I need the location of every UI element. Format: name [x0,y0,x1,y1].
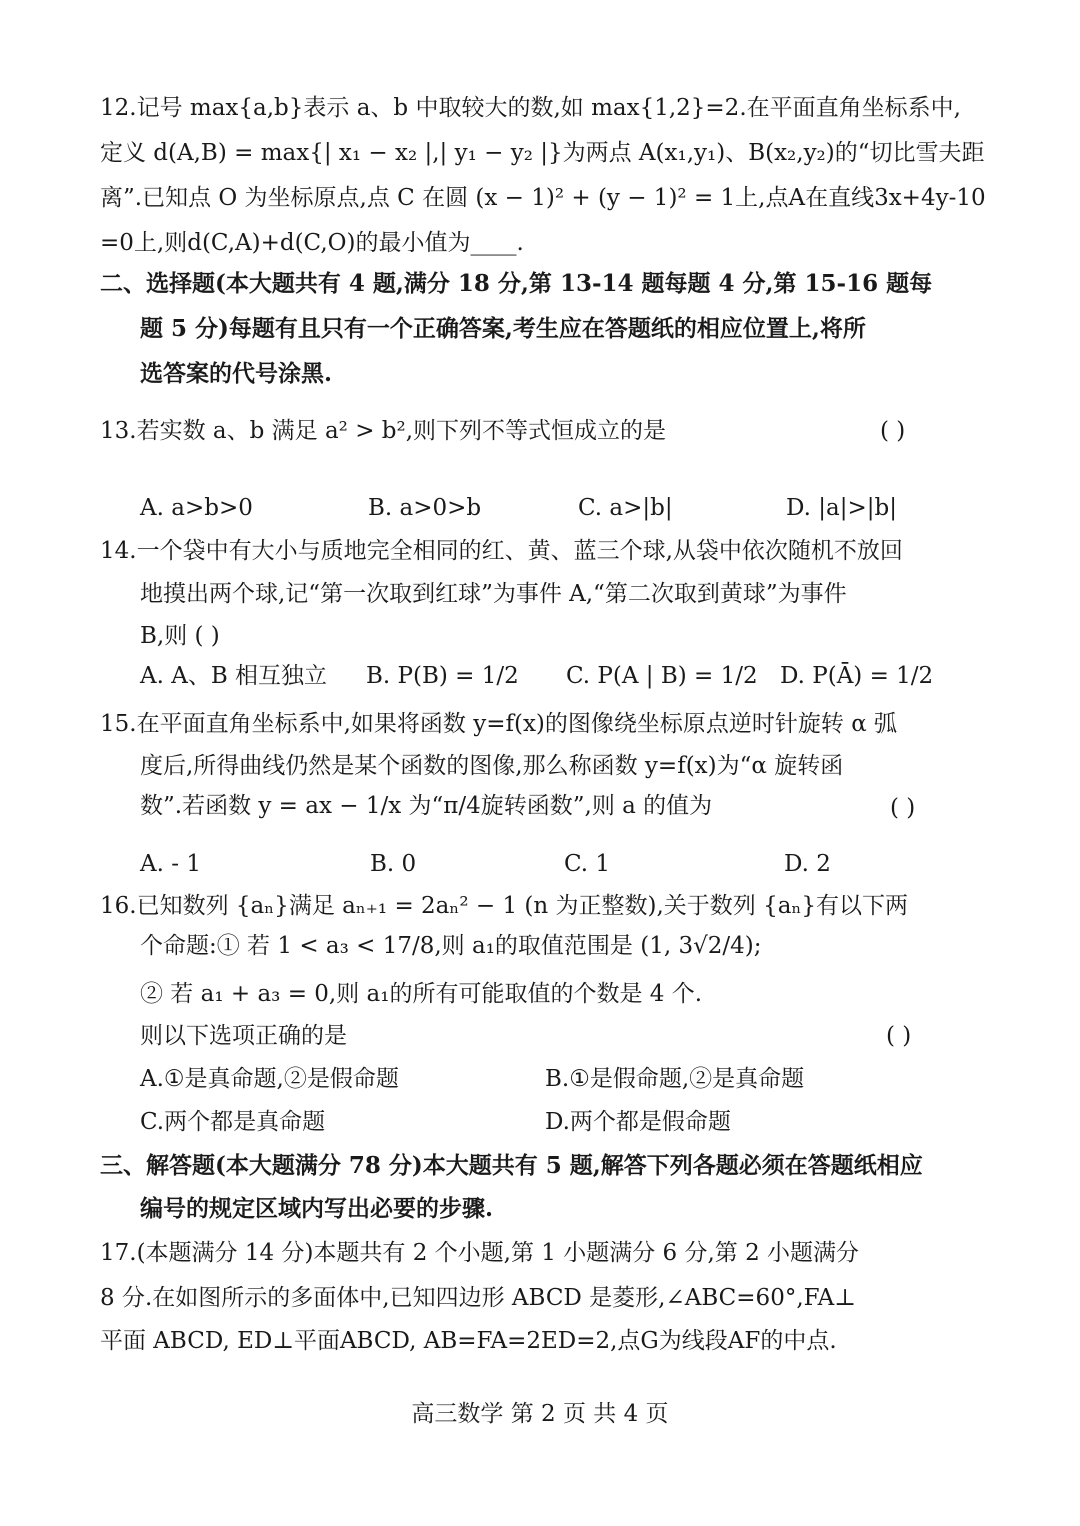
q14-line-3: B,则 ( ) [140,623,220,649]
section3-heading-line-2: 编号的规定区域内写出必要的步骤. [140,1195,494,1222]
q13-answer-paren: ( ) [880,418,906,444]
q16-option-b: B.①是假命题,②是真命题 [545,1066,805,1092]
q17-line-1: 17.(本题满分 14 分)本题共有 2 个小题,第 1 小题满分 6 分,第 2 小题满分 [100,1240,860,1266]
section2-heading-line-3: 选答案的代号涂黑. [140,360,333,387]
q16-answer-paren: ( ) [886,1023,912,1049]
q15-line-2: 度后,所得曲线仍然是某个函数的图像,那么称函数 y=f(x)为“α 旋转函 [140,753,844,779]
page-footer: 高三数学 第 2 页 共 4 页 [411,1401,669,1427]
q13-stem: 13.若实数 a、b 满足 a² > b²,则下列不等式恒成立的是 [100,418,667,444]
q17-line-3: 平面 ABCD, ED⊥平面ABCD, AB=FA=2ED=2,点G为线段AF的中点. [100,1328,837,1354]
q16-line-4: 则以下选项正确的是 [140,1023,347,1049]
q16-option-d: D.两个都是假命题 [545,1109,731,1135]
q13-option-b: B. a>0>b [368,495,482,521]
q12-line-4: =0上,则d(C,A)+d(C,O)的最小值为____. [100,230,524,256]
q13-option-a: A. a>b>0 [140,495,253,521]
q15-answer-paren: ( ) [890,795,916,821]
q15-option-a: A. - 1 [140,851,201,877]
q12-line-3: 离”.已知点 O 为坐标原点,点 C 在圆 (x − 1)² + (y − 1)² = 1上,点A在直线3x+4y-10 [100,185,986,211]
q16-line-2: 个命题:① 若 1 < a₃ < 17/8,则 a₁的取值范围是 (1, 3√2/4); [140,933,762,959]
q15-line-3: 数”.若函数 y = ax − 1/x 为“π/4旋转函数”,则 a 的值为 [140,793,713,819]
q14-option-c: C. P(A | B) = 1/2 [566,663,758,689]
q16-line-1: 16.已知数列 {aₙ}满足 aₙ₊₁ = 2aₙ² − 1 (n 为正整数),关于数列 {aₙ}有以下两 [100,893,909,919]
q15-option-b: B. 0 [370,851,417,877]
q14-line-1: 14.一个袋中有大小与质地完全相同的红、黄、蓝三个球,从袋中依次随机不放回 [100,538,903,564]
q13-option-d: D. |a|>|b| [786,495,897,521]
q14-option-b: B. P(B) = 1/2 [366,663,519,689]
section2-heading-line-1: 二、选择题(本大题共有 4 题,满分 18 分,第 13-14 题每题 4 分,第 15-16 题每 [100,270,933,297]
q12-line-2: 定义 d(A,B) = max{| x₁ − x₂ |,| y₁ − y₂ |}为两点 A(x₁,y₁)、B(x₂,y₂)的“切比雪夫距 [100,140,985,166]
q17-line-2: 8 分.在如图所示的多面体中,已知四边形 ABCD 是菱形,∠ABC=60°,FA⊥ [100,1285,856,1311]
q16-option-c: C.两个都是真命题 [140,1109,326,1135]
q14-option-d: D. P(Ā) = 1/2 [780,663,934,689]
q15-option-d: D. 2 [784,851,831,877]
q15-option-c: C. 1 [564,851,611,877]
q12-line-1: 12.记号 max{a,b}表示 a、b 中取较大的数,如 max{1,2}=2.在平面直角坐标系中, [100,95,961,121]
q16-option-a: A.①是真命题,②是假命题 [140,1066,399,1092]
q16-line-3: ② 若 a₁ + a₃ = 0,则 a₁的所有可能取值的个数是 4 个. [140,981,703,1007]
q13-option-c: C. a>|b| [578,495,673,521]
section3-heading-line-1: 三、解答题(本大题满分 78 分)本大题共有 5 题,解答下列各题必须在答题纸相应 [100,1152,923,1179]
section2-heading-line-2: 题 5 分)每题有且只有一个正确答案,考生应在答题纸的相应位置上,将所 [140,315,866,342]
q15-line-1: 15.在平面直角坐标系中,如果将函数 y=f(x)的图像绕坐标原点逆时针旋转 α 弧 [100,711,898,737]
q14-line-2: 地摸出两个球,记“第一次取到红球”为事件 A,“第二次取到黄球”为事件 [140,581,847,607]
q14-option-a: A. A、B 相互独立 [140,663,328,689]
